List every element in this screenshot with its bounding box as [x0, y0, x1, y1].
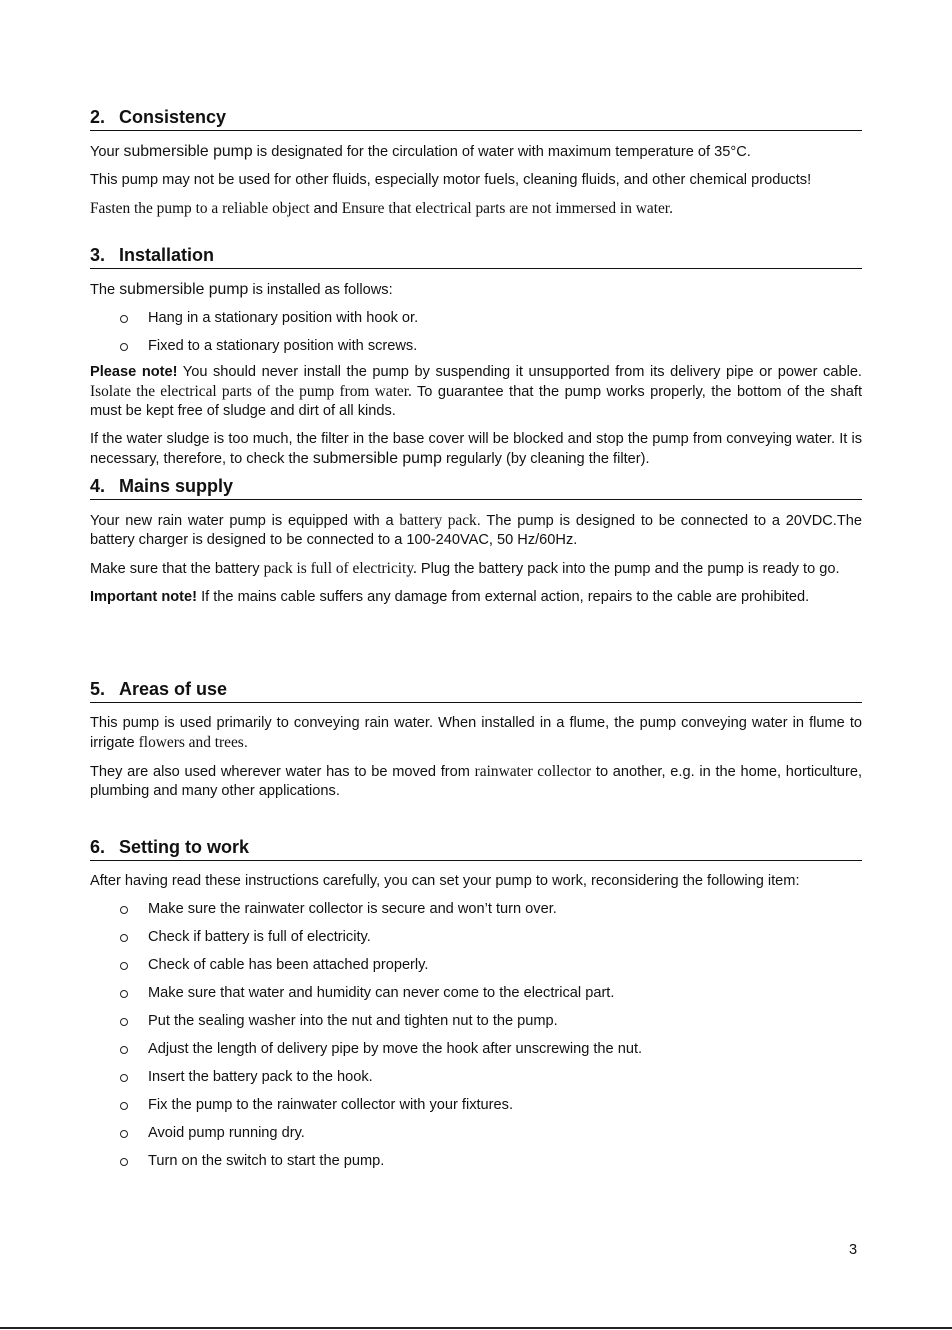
- list-item: Put the sealing washer into the nut and tighten nut to the pump.: [90, 1012, 862, 1040]
- list-item: Check of cable has been attached properly.: [90, 956, 862, 984]
- bullet-list: [90, 900, 862, 1180]
- paragraph: Your new rain water pump is equipped with a battery pack. The pump is designed to be connected to a 20VDC.The battery charger is designed to be connected to a 100-240VAC, 50 Hz/60Hz.: [90, 512, 862, 548]
- list-item: Fix the pump to the rainwater collector with your fixtures.: [90, 1096, 862, 1124]
- paragraph: If the water sludge is too much, the filter in the base cover will be blocked and stop the pump from conveying water. It is necessary, therefore, to check the submersible pump regularly (by cleaning the filter).: [90, 431, 862, 467]
- bullet-icon: [120, 1158, 128, 1166]
- bullet-list: [90, 309, 862, 365]
- section-heading: 5. Areas of use: [90, 678, 862, 703]
- section-areas-of-use: [90, 678, 862, 801]
- section-setting-to-work: [90, 836, 862, 1180]
- paragraph: After having read these instructions carefully, you can set your pump to work, reconsidering the following item:: [90, 873, 800, 889]
- paragraph: Important note! If the mains cable suffers any damage from external action, repairs to the cable are prohibited.: [90, 589, 810, 605]
- list-item: Hang in a stationary position with hook or.: [90, 309, 862, 337]
- bullet-icon: [120, 343, 128, 351]
- bullet-icon: [120, 1018, 128, 1026]
- list-item: Check if battery is full of electricity.: [90, 928, 862, 956]
- section-mains-supply: [90, 475, 862, 607]
- bullet-icon: [120, 906, 128, 914]
- bullet-icon: [120, 315, 128, 323]
- list-item: Adjust the length of delivery pipe by move the hook after unscrewing the nut.: [90, 1040, 862, 1068]
- list-item: Avoid pump running dry.: [90, 1124, 862, 1152]
- bullet-icon: [120, 934, 128, 942]
- paragraph: Please note! You should never install the pump by suspending it unsupported from its delivery pipe or power cable. Isolate the electrical parts of the pump from water. To guarantee that the pump works properly, the bottom of the shaft must be kept free of sludge and dirt of all kinds.: [90, 364, 862, 419]
- paragraph: They are also used wherever water has to be moved from rainwater collector to another, e.g. in the home, horticulture, plumbing and many other applications.: [90, 763, 863, 799]
- list-item: Insert the battery pack to the hook.: [90, 1068, 862, 1096]
- paragraph: Your submersible pump is designated for the circulation of water with maximum temperature of 35°C.: [90, 143, 751, 160]
- section-heading: 2. Consistency: [90, 106, 862, 131]
- bullet-icon: [120, 990, 128, 998]
- section-installation: [90, 244, 862, 469]
- bullet-icon: [120, 962, 128, 970]
- paragraph: Make sure that the battery pack is full of electricity. Plug the battery pack into the pump and the pump is ready to go.: [90, 560, 840, 577]
- bullet-icon: [120, 1130, 128, 1138]
- page-divider: [0, 1327, 952, 1329]
- bullet-icon: [120, 1046, 128, 1054]
- bullet-icon: [120, 1074, 128, 1082]
- section-consistency: [90, 106, 862, 219]
- list-item: Make sure that water and humidity can never come to the electrical part.: [90, 984, 862, 1012]
- paragraph: Fasten the pump to a reliable object and Ensure that electrical parts are not immersed in water.: [90, 200, 673, 217]
- bullet-icon: [120, 1102, 128, 1110]
- page-number: 3: [849, 1242, 858, 1258]
- section-heading: 3. Installation: [90, 244, 862, 269]
- section-heading: 4. Mains supply: [90, 475, 862, 500]
- paragraph: This pump may not be used for other fluids, especially motor fuels, cleaning fluids, and other chemical products!: [90, 172, 812, 188]
- list-item: Make sure the rainwater collector is secure and won’t turn over.: [90, 900, 862, 928]
- list-item: Turn on the switch to start the pump.: [90, 1152, 862, 1180]
- section-heading: 6. Setting to work: [90, 836, 862, 861]
- paragraph: This pump is used primarily to conveying rain water. When installed in a flume, the pump conveying water in flume to irrigate flowers and trees.: [90, 715, 862, 751]
- list-item: Fixed to a stationary position with screws.: [90, 337, 862, 365]
- paragraph: The submersible pump is installed as follows:: [90, 281, 393, 298]
